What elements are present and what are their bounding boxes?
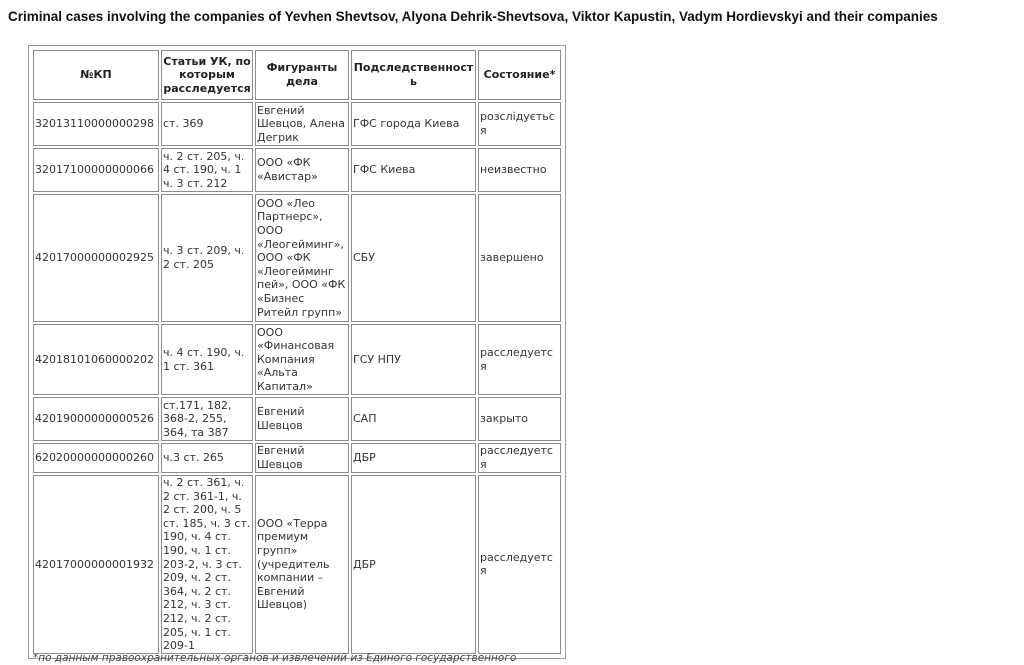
- page-title: Criminal cases involving the companies of Yevhen Shevtsov, Alyona Dehrik-Shevtsova, Viktor Kapustin, Vadym Hordievskyi and their companies: [8, 9, 938, 24]
- header-jurisdiction: Подследственность: [351, 50, 476, 100]
- table-row: [33, 102, 561, 146]
- table-row: [33, 475, 561, 654]
- cell-articles: ч. 3 ст. 209, ч. 2 ст. 205: [161, 194, 253, 322]
- cell-articles: ст. 369: [161, 102, 253, 146]
- header-articles: Статьи УК, по которым расследуется: [161, 50, 253, 100]
- cell-jurisdiction: ГФС города Киева: [351, 102, 476, 146]
- cell-persons: Евгений Шевцов, Алена Дегрик: [255, 102, 349, 146]
- cell-jurisdiction: ДБР: [351, 475, 476, 654]
- cell-status: закрыто: [478, 397, 561, 441]
- criminal-cases-table-container: [28, 45, 566, 659]
- cell-status: расследуется: [478, 324, 561, 395]
- criminal-cases-table: [31, 48, 563, 656]
- table-row: [33, 194, 561, 322]
- cell-persons: Евгений Шевцов: [255, 443, 349, 473]
- table-row: [33, 397, 561, 441]
- cell-persons: Евгений Шевцов: [255, 397, 349, 441]
- cell-articles: ч. 2 ст. 205, ч. 4 ст. 190, ч. 1 ч. 3 ст. 212: [161, 148, 253, 192]
- cell-jurisdiction: ГСУ НПУ: [351, 324, 476, 395]
- footnote: *по данным правоохранительных органов и извлечений из Единого государственного: [33, 652, 517, 664]
- cell-persons: ООО «Финансовая Компания «Альта Капитал»: [255, 324, 349, 395]
- cell-kp: 32013110000000298: [33, 102, 159, 146]
- cell-articles: ч. 2 ст. 361, ч. 2 ст. 361-1, ч. 2 ст. 200, ч. 5 ст. 185, ч. 3 ст. 190, ч. 4 ст. 190, ч. 1 ст. 203-2, ч. 3 ст. 209, ч. 2 ст. 364, ч. 2 ст. 212, ч. 3 ст. 212, ч. 2 ст. 205, ч. 1 ст. 209-1: [161, 475, 253, 654]
- cell-jurisdiction: СБУ: [351, 194, 476, 322]
- cell-kp: 42017000000001932: [33, 475, 159, 654]
- cell-articles: ч. 4 ст. 190, ч. 1 ст. 361: [161, 324, 253, 395]
- cell-status: неизвестно: [478, 148, 561, 192]
- cell-status: завершено: [478, 194, 561, 322]
- header-status: Состояние*: [478, 50, 561, 100]
- table-row: [33, 148, 561, 192]
- cell-persons: ООО «Терра премиум групп» (учредитель компании – Евгений Шевцов): [255, 475, 349, 654]
- table-row: [33, 324, 561, 395]
- header-kp: №КП: [33, 50, 159, 100]
- cell-jurisdiction: САП: [351, 397, 476, 441]
- cell-articles: ст.171, 182, 368-2, 255, 364, та 387: [161, 397, 253, 441]
- cell-kp: 42017000000002925: [33, 194, 159, 322]
- cell-status: расследуется: [478, 475, 561, 654]
- table-row: [33, 443, 561, 473]
- cell-kp: 42019000000000526: [33, 397, 159, 441]
- cell-kp: 62020000000000260: [33, 443, 159, 473]
- cell-articles: ч.3 ст. 265: [161, 443, 253, 473]
- cell-kp: 42018101060000202: [33, 324, 159, 395]
- cell-status: розслідується: [478, 102, 561, 146]
- cell-persons: ООО «Лео Партнерс», ООО «Леогейминг», ООО «ФК «Леогейминг пей», ООО «ФК «Бизнес Ритейл групп»: [255, 194, 349, 322]
- header-persons: Фигуранты дела: [255, 50, 349, 100]
- table-header-row: [33, 50, 561, 100]
- cell-jurisdiction: ДБР: [351, 443, 476, 473]
- cell-status: расследуется: [478, 443, 561, 473]
- cell-jurisdiction: ГФС Киева: [351, 148, 476, 192]
- cell-persons: ООО «ФК «Авистар»: [255, 148, 349, 192]
- cell-kp: 32017100000000066: [33, 148, 159, 192]
